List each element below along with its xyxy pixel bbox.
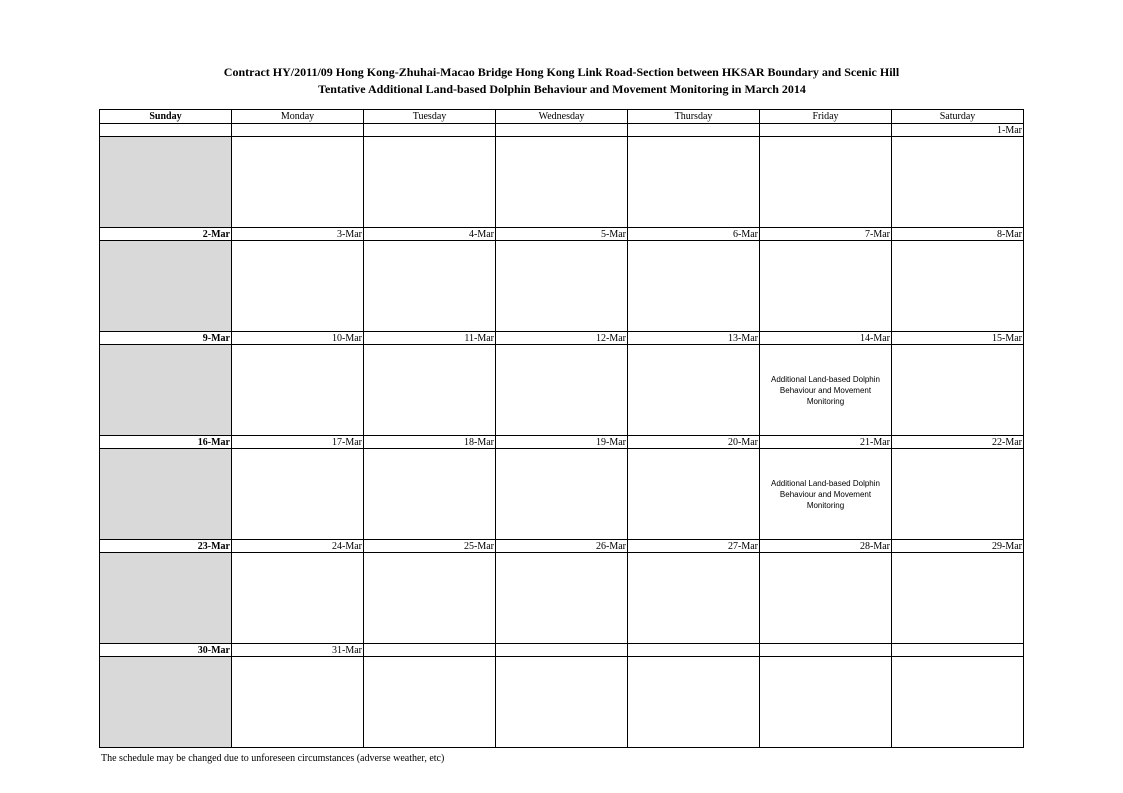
date-cell bbox=[364, 644, 496, 657]
day-cell bbox=[892, 241, 1024, 332]
day-cell bbox=[496, 449, 628, 540]
day-header-saturday: Saturday bbox=[892, 110, 1024, 124]
date-cell: 12-Mar bbox=[496, 332, 628, 345]
date-cell: 1-Mar bbox=[892, 124, 1024, 137]
date-cell: 26-Mar bbox=[496, 540, 628, 553]
date-row bbox=[100, 644, 1024, 657]
day-cell bbox=[760, 449, 892, 540]
date-cell: 15-Mar bbox=[892, 332, 1024, 345]
day-cell bbox=[496, 553, 628, 644]
day-cell bbox=[364, 137, 496, 228]
day-cell bbox=[364, 241, 496, 332]
day-header-wednesday: Wednesday bbox=[496, 110, 628, 124]
event-text: Additional Land-based Dolphin Behaviour and Movement Monitoring bbox=[771, 478, 880, 510]
date-cell: 30-Mar bbox=[100, 644, 232, 657]
day-cell bbox=[892, 345, 1024, 436]
day-cell bbox=[232, 657, 364, 748]
day-header-tuesday: Tuesday bbox=[364, 110, 496, 124]
date-cell: 3-Mar bbox=[232, 228, 364, 241]
date-cell: 16-Mar bbox=[100, 436, 232, 449]
event-row bbox=[100, 657, 1024, 748]
day-cell bbox=[232, 137, 364, 228]
date-row bbox=[100, 332, 1024, 345]
date-cell bbox=[496, 644, 628, 657]
date-cell: 7-Mar bbox=[760, 228, 892, 241]
day-header-sunday: Sunday bbox=[100, 110, 232, 124]
day-cell bbox=[364, 345, 496, 436]
date-cell bbox=[892, 644, 1024, 657]
day-cell bbox=[232, 449, 364, 540]
day-cell bbox=[892, 137, 1024, 228]
date-cell: 10-Mar bbox=[232, 332, 364, 345]
calendar-table bbox=[99, 109, 1024, 748]
date-cell: 24-Mar bbox=[232, 540, 364, 553]
date-cell bbox=[364, 124, 496, 137]
day-cell bbox=[364, 449, 496, 540]
day-cell-sunday bbox=[100, 345, 232, 436]
day-header-row bbox=[100, 110, 1024, 124]
date-cell: 5-Mar bbox=[496, 228, 628, 241]
day-cell bbox=[628, 657, 760, 748]
day-cell bbox=[232, 553, 364, 644]
day-cell bbox=[628, 449, 760, 540]
event-text: Additional Land-based Dolphin Behaviour and Movement Monitoring bbox=[771, 374, 880, 406]
day-cell bbox=[628, 553, 760, 644]
date-cell: 25-Mar bbox=[364, 540, 496, 553]
date-cell: 23-Mar bbox=[100, 540, 232, 553]
event-row bbox=[100, 137, 1024, 228]
day-cell-sunday bbox=[100, 657, 232, 748]
day-cell bbox=[628, 345, 760, 436]
date-row bbox=[100, 540, 1024, 553]
date-cell bbox=[496, 124, 628, 137]
day-header-friday: Friday bbox=[760, 110, 892, 124]
day-cell bbox=[496, 241, 628, 332]
day-cell-sunday bbox=[100, 553, 232, 644]
day-cell bbox=[232, 345, 364, 436]
day-cell bbox=[760, 137, 892, 228]
date-cell: 17-Mar bbox=[232, 436, 364, 449]
date-cell: 4-Mar bbox=[364, 228, 496, 241]
date-cell: 11-Mar bbox=[364, 332, 496, 345]
date-cell bbox=[232, 124, 364, 137]
date-cell: 19-Mar bbox=[496, 436, 628, 449]
date-cell: 14-Mar bbox=[760, 332, 892, 345]
date-cell: 9-Mar bbox=[100, 332, 232, 345]
date-cell bbox=[760, 644, 892, 657]
day-cell bbox=[496, 657, 628, 748]
day-cell bbox=[496, 345, 628, 436]
date-row bbox=[100, 228, 1024, 241]
day-cell bbox=[760, 657, 892, 748]
day-cell-sunday bbox=[100, 137, 232, 228]
date-cell: 20-Mar bbox=[628, 436, 760, 449]
date-cell bbox=[628, 124, 760, 137]
day-cell bbox=[760, 345, 892, 436]
day-cell bbox=[892, 553, 1024, 644]
date-cell bbox=[760, 124, 892, 137]
date-cell: 28-Mar bbox=[760, 540, 892, 553]
event-row bbox=[100, 345, 1024, 436]
date-row bbox=[100, 436, 1024, 449]
day-header-thursday: Thursday bbox=[628, 110, 760, 124]
date-cell: 31-Mar bbox=[232, 644, 364, 657]
date-cell: 13-Mar bbox=[628, 332, 760, 345]
date-cell bbox=[628, 644, 760, 657]
day-cell bbox=[892, 657, 1024, 748]
date-cell: 2-Mar bbox=[100, 228, 232, 241]
event-row bbox=[100, 241, 1024, 332]
day-cell-sunday bbox=[100, 241, 232, 332]
day-cell bbox=[760, 241, 892, 332]
day-cell bbox=[496, 137, 628, 228]
day-cell bbox=[628, 241, 760, 332]
date-cell bbox=[100, 124, 232, 137]
day-cell bbox=[364, 657, 496, 748]
day-cell-sunday bbox=[100, 449, 232, 540]
event-row bbox=[100, 553, 1024, 644]
day-cell bbox=[364, 553, 496, 644]
date-cell: 21-Mar bbox=[760, 436, 892, 449]
day-header-monday: Monday bbox=[232, 110, 364, 124]
title-line-2: Tentative Additional Land-based Dolphin Behaviour and Movement Monitoring in March 2014 bbox=[318, 82, 806, 96]
date-cell: 29-Mar bbox=[892, 540, 1024, 553]
day-cell bbox=[892, 449, 1024, 540]
event-row bbox=[100, 449, 1024, 540]
date-cell: 6-Mar bbox=[628, 228, 760, 241]
day-cell bbox=[628, 137, 760, 228]
day-cell bbox=[760, 553, 892, 644]
document-title bbox=[0, 64, 1123, 98]
title-line-1: Contract HY/2011/09 Hong Kong-Zhuhai-Macao Bridge Hong Kong Link Road-Section between HKSAR Boundary and Scenic Hill bbox=[223, 65, 900, 79]
date-cell: 18-Mar bbox=[364, 436, 496, 449]
date-cell: 27-Mar bbox=[628, 540, 760, 553]
date-cell: 22-Mar bbox=[892, 436, 1024, 449]
footnote: The schedule may be changed due to unforeseen circumstances (adverse weather, etc) bbox=[101, 753, 445, 764]
date-row bbox=[100, 124, 1024, 137]
date-cell: 8-Mar bbox=[892, 228, 1024, 241]
day-cell bbox=[232, 241, 364, 332]
